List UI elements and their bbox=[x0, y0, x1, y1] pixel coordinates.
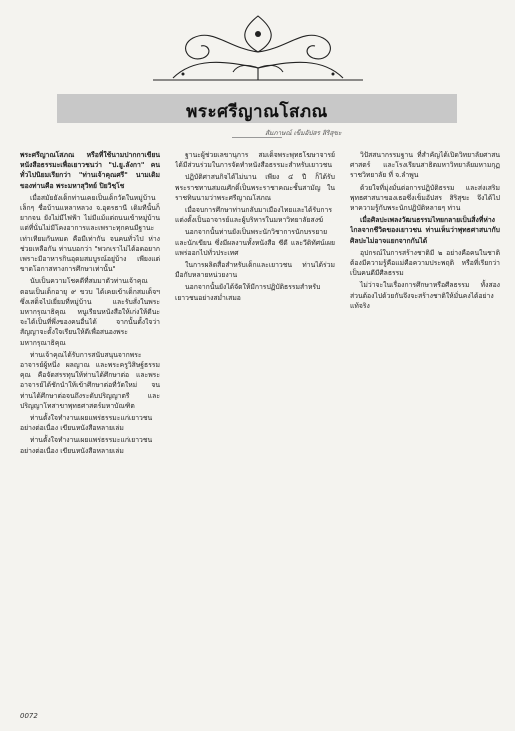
paragraph: ท่านเจ้าคุณได้รับการสนับสนุนจากพระอาจารย์ผู้หนึ่ง ผลญาณ และพระครูวิสิษฐ์ธรรมคุณ คือจัดสรรทุนให้ท่านได้ศึกษาต่อ และพระอาจารย์ได้ชักนำให้เข้าศึกษาต่อที่วัดใหม่ จนท่านได้ศึกษาต่อจนถึงระดับปริญญาตรี และปริญญาโทสาขาพุทธศาสตร์มหาบัณฑิต bbox=[20, 350, 160, 410]
highlight-paragraph: เมื่อศิลปะเพลงวัฒนธรรมไทยกลายเป็นสิ่งที่ห่างไกลจากชีวิตของเยาวชน ท่านเห็นว่าพุทธศาสนากับศิลปะไม่อาจแยกจากกันได้ bbox=[350, 216, 500, 245]
paragraph: ปฏิบัติศาสนกิจได้ไม่นาน เพียง ๔ ปี ก็ได้รับพระราชทานสมณศักดิ์เป็นพระราชาคณะชั้นสามัญ ในราชทินนามว่าพระศรีญาณโสภณ bbox=[175, 173, 335, 202]
paragraph: นับเป็นความโชคดีที่สมมาตัวท่านเจ้าคุณตอนเป็นเด็กอายุ ๙ ขวบ ได้เคยเข้าเด็กสมเด็จฯ ซึ่งเสด็จไปเยี่ยมที่หมู่บ้าน และรับสั่งในพระมหากรุณาธิคุณ หนูเรียนหนังสือให้เก่งให้ดีนะ จะได้เป็นที่พึ่งของคนอื่นได้ จากนั้นตั้งใจว่า สัญญาจะตั้งใจเรียนให้ดีเพื่อสนองพระมหากรุณาธิคุณ bbox=[20, 277, 160, 347]
divider bbox=[232, 137, 282, 138]
paragraph: นอกจากนั้นท่านยังเป็นพระนักวิชาการนักบรรยาย และนักเขียน ซึ่งมีผลงานทั้งหนังสือ ซีดี และวีดิทัศน์เผยแพร่ออกไปทั่วประเทศ bbox=[175, 228, 335, 257]
paragraph: เมื่อจบการศึกษาท่านกลับมาเมืองไทยและได้รับการแต่งตั้งเป็นอาจารย์และผู้บริหารในมหาวิทยาลัยสงฆ์ bbox=[175, 206, 332, 225]
paragraph: ฐานะผู้ช่วยเลขานุการ สมเด็จพระพุทธโฆษาจารย์ ได้มีส่วนร่วมในการจัดทำหนังสือธรรมะสำหรับเยาวชน bbox=[175, 151, 335, 170]
paragraph: เมื่อสมัยยังเด็กท่านเคยเป็นเด็กวัดในหมู่บ้านเล็กๆ ชื่อบ้านแหลาหลวง จ.อุดรธานี เดิมทีนั้นก็ยากจน ยังไม่มีไฟฟ้า ไม่มีแม้แต่ถนนเข้าหมู่บ้าน แต่ที่นั่นไม่มีโคงอาการและเพราะทุกคนมีฐานะเท่าเทียมกันหมด คือมีเท่ากัน จนคนทั่วไป ห่างช่วยเหลือกัน ท่านบอกว่า "พวกเราไม่ได้อดอยาก เพราะมีอาหารกินอุดมสมบูรณ์อยู่บ้าง เพียงแต่ขาดโอกาสทางการศึกษาเท่านั้น" bbox=[20, 193, 160, 274]
title-band bbox=[57, 94, 457, 123]
paragraph: นอกจากนั้นยังได้จัดให้มีการปฏิบัติธรรมสำหรับเยาวชนอย่างสม่ำเสมอ bbox=[175, 283, 321, 302]
text-column-1 bbox=[20, 150, 160, 710]
paragraph: ท่านตั้งใจทำงานเผยแพร่ธรรมะแก่เยาวชนอย่างต่อเนื่อง เขียนหนังสือหลายเล่ม bbox=[20, 414, 153, 433]
paragraph: ด้วยใจที่มุ่งมั่นต่อการปฏิบัติธรรม และส่งเสริมพุทธศาสนาของเธอซึ่งเข็มอัปสร สิริสุขะ จึงได้ไปหาความรู้กับพระนักปฏิบัติหลายๆ ท่าน bbox=[350, 183, 500, 213]
paragraph: วิปัสสนากรรมฐาน ที่สำคัญได้เปิดวิทยาลัยศาสนศาสตร์ และโรงเรียนสาธิตมหาวิทยาลัยมหามกุฏราชวิทยาลัย ที่ จ.ลำพูน bbox=[350, 151, 500, 180]
paragraph: ไม่ว่าจะในเรื่องการศึกษาหรือศีลธรรม ทั้งสองส่วนต้องไปด้วยกันจึงจะสร้างชาติให้มั่นคงได้อย่างแท้จริง bbox=[350, 281, 500, 310]
text-column-3 bbox=[350, 150, 500, 710]
paragraph: ในการผลิตสื่อสำหรับเด็กและเยาวชน ท่านได้ร่วมมือกับหลายหน่วยงาน bbox=[175, 261, 335, 280]
paragraph: ท่านตั้งใจทำงานเผยแพร่ธรรมะแก่เยาวชนอย่างต่อเนื่อง เขียนหนังสือหลายเล่ม bbox=[20, 436, 153, 455]
lead-paragraph: พระศรีญาณโสภณ หรือที่ใช้นามปากกาเขียนหนังสือธรรมะเพื่อเยาวชนว่า "ป.ยู.ลังกา" คนทั่วไปนิยมเรียกว่า "ท่านเจ้าคุณศรี" นามเดิมของท่านคือ พระมหาสุวิทย์ ปิยวิชฺโช bbox=[20, 151, 160, 190]
paragraph: อุปกรณ์ในการสร้างชาติมี ๒ อย่างคือคนในชาติต้องมีความรู้คือแม่คือความประพฤติ หรือที่เรียกว่า เป็นคนดีมีศีลธรรม bbox=[350, 248, 500, 278]
text-column-2 bbox=[175, 150, 335, 710]
article-title: พระศรีญาณโสภณ bbox=[186, 102, 328, 122]
page-number: 0072 bbox=[20, 712, 38, 720]
decorative-ornament bbox=[143, 8, 373, 86]
byline: สัมภาษณ์ เข็มอัปสร สิริสุขะ bbox=[265, 129, 342, 137]
